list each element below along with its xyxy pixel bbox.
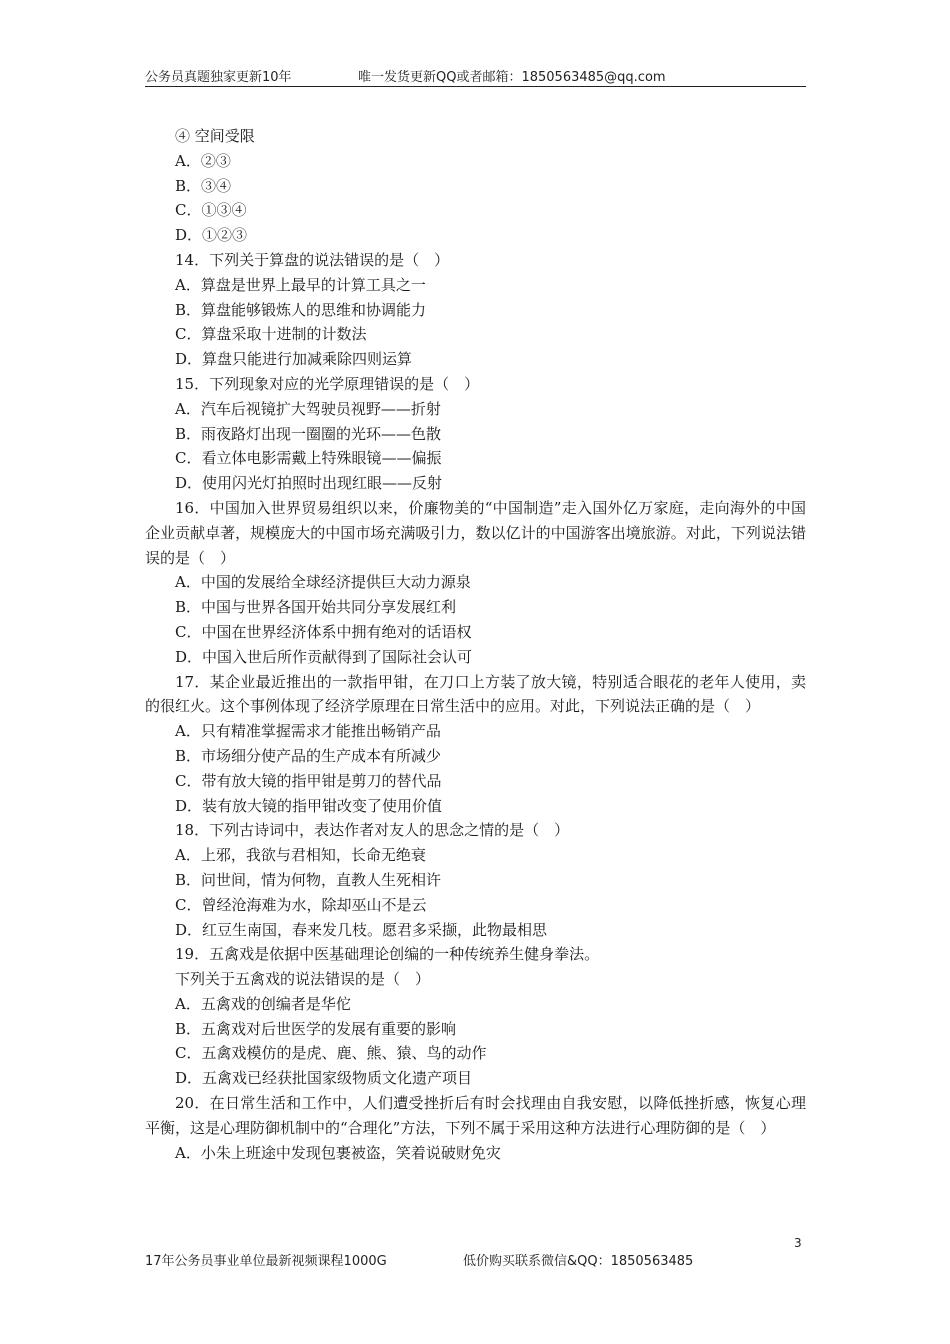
option: B．问世间，情为何物，直教人生死相许 (175, 870, 442, 889)
header-rule (145, 86, 806, 87)
header-left-text: 公务员真题独家更新10年 (145, 70, 292, 85)
option: D．中国入世后所作贡献得到了国际社会认可 (175, 647, 473, 666)
question-14: 14．下列关于算盘的说法错误的是（ ） (175, 250, 450, 269)
text-line: D．①②③ (175, 226, 248, 245)
page-footer (145, 1250, 806, 1270)
option: D．使用闪光灯拍照时出现红眼——反射 (175, 474, 443, 493)
text-line: A．②③ (175, 151, 231, 170)
question-17: 17．某企业最近推出的一款指甲钳，在刀口上方装了放大镜，特别适合眼花的老年人使用，卖的很红火。这个事例体现了经济学原理在日常生活中的应用。对此，下列说法正确的是（ ） (145, 672, 806, 716)
option: B．市场细分使产品的生产成本有所减少 (175, 746, 442, 765)
question-18: 18．下列古诗词中，表达作者对友人的思念之情的是（ ） (175, 821, 570, 840)
option: A．中国的发展给全球经济提供巨大动力源泉 (175, 573, 471, 592)
option: A．汽车后视镜扩大驾驶员视野——折射 (175, 399, 441, 418)
question-15: 15．下列现象对应的光学原理错误的是（ ） (175, 374, 480, 393)
option: B．五禽戏对后世医学的发展有重要的影响 (175, 1019, 457, 1038)
option: A．五禽戏的创编者是华佗 (175, 994, 351, 1013)
option: C．五禽戏模仿的是虎、鹿、熊、猿、鸟的动作 (175, 1044, 487, 1063)
option: D．红豆生南国，春来发几枝。愿君多采撷，此物最相思 (175, 920, 548, 939)
question-16: 16．中国加入世界贸易组织以来，价廉物美的“中国制造”走入国外亿万家庭，走向海外的中国企业贡献卓著，规模庞大的中国市场充满吸引力，数以亿计的中国游客出境旅游。对此，下列说法错误的是（ ） (145, 498, 806, 567)
option: D．算盘只能进行加减乘除四则运算 (175, 350, 413, 369)
text-line: B．③④ (175, 176, 232, 195)
option: D．装有放大镜的指甲钳改变了使用价值 (175, 796, 443, 815)
option: C．带有放大镜的指甲钳是剪刀的替代品 (175, 771, 442, 790)
option: A．小朱上班途中发现包裹被盗，笑着说破财免灾 (175, 1143, 501, 1162)
page-header (145, 64, 806, 86)
header-right-text: 唯一发货更新QQ或者邮箱：1850563485@qq.com (358, 70, 666, 85)
footer-right-text: 低价购买联系微信&QQ：1850563485 (463, 1254, 694, 1269)
question-body (145, 124, 806, 1165)
option: A．算盘是世界上最早的计算工具之一 (175, 275, 426, 294)
option: C．中国在世界经济体系中拥有绝对的话语权 (175, 622, 472, 641)
question-20: 20．在日常生活和工作中，人们遭受挫折后有时会找理由自我安慰，以降低挫折感，恢复心理平衡，这是心理防御机制中的“合理化”方法，下列不属于采用这种方法进行心理防御的是（ ） (145, 1094, 806, 1137)
question-19: 19．五禽戏是依据中医基础理论创编的一种传统养生健身拳法。 (175, 945, 600, 964)
option: B．算盘能够锻炼人的思维和协调能力 (175, 300, 427, 319)
option: C．算盘采取十进制的计数法 (175, 325, 367, 344)
text-line: C．①③④ (175, 201, 247, 220)
option: B．雨夜路灯出现一圈圈的光环——色散 (175, 424, 442, 443)
question-19-prompt: 下列关于五禽戏的说法错误的是（ ） (175, 970, 431, 989)
option: A．只有精准掌握需求才能推出畅销产品 (175, 722, 441, 741)
page-number: 3 (794, 1236, 802, 1250)
text-line: ④ 空间受限 (175, 127, 255, 145)
option: D．五禽戏已经获批国家级物质文化遗产项目 (175, 1069, 473, 1088)
option: C．曾经沧海难为水，除却巫山不是云 (175, 895, 427, 914)
option: A．上邪，我欲与君相知，长命无绝衰 (175, 846, 426, 865)
option: B．中国与世界各国开始共同分享发展红利 (175, 598, 457, 617)
footer-left-text: 17年公务员事业单位最新视频课程1000G (145, 1254, 387, 1269)
option: C．看立体电影需戴上特殊眼镜——偏振 (175, 449, 442, 468)
